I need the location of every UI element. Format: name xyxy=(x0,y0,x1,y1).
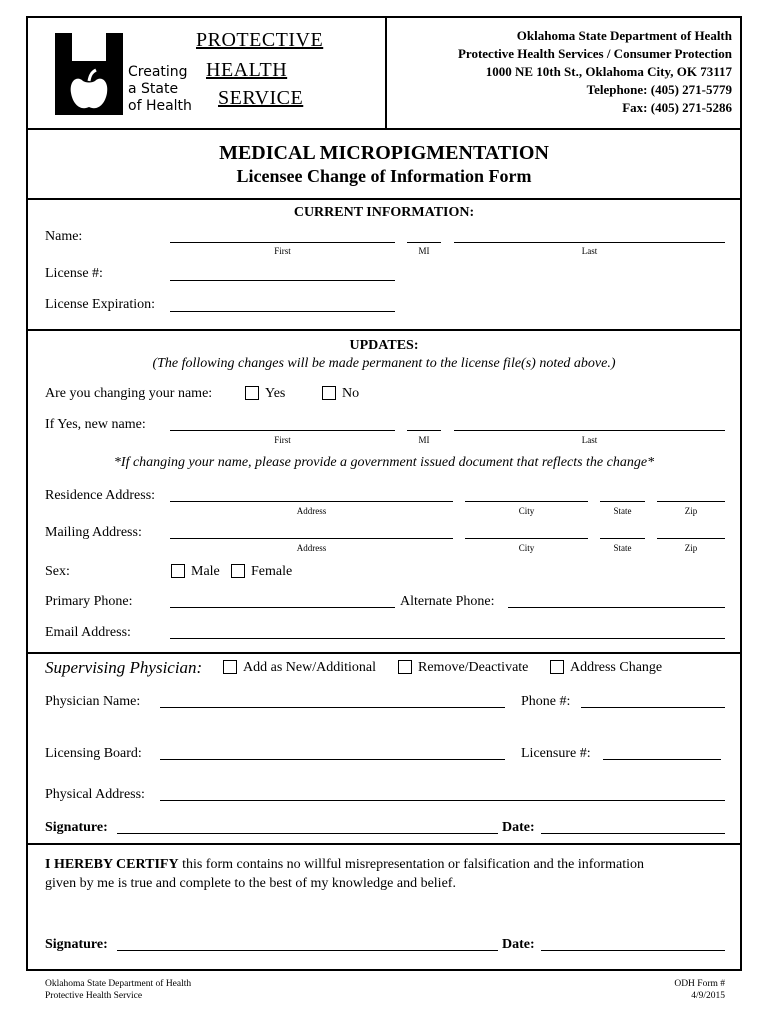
org-line-5: Fax: (405) 271-5286 xyxy=(622,100,732,115)
form-subtitle: Licensee Change of Information Form xyxy=(236,166,532,186)
title-box xyxy=(26,128,742,200)
residence-address-label: Residence Address: xyxy=(45,488,156,503)
physician-date-label: Date: xyxy=(502,820,535,835)
physical-address-field[interactable] xyxy=(160,800,725,801)
h-apple-icon xyxy=(55,33,123,115)
physician-signature-field[interactable] xyxy=(117,833,498,834)
residence-zip-caption: Zip xyxy=(684,506,698,516)
licensing-board-field[interactable] xyxy=(160,759,505,760)
mi-caption: MI xyxy=(418,246,430,256)
footer-left-line1: Oklahoma State Department of Health xyxy=(45,979,192,989)
male-checkbox[interactable] xyxy=(171,564,185,578)
license-number-field[interactable] xyxy=(170,280,395,281)
org-line-4: Telephone: (405) 271-5779 xyxy=(586,82,732,97)
footer-left xyxy=(45,978,191,1002)
residence-address-field[interactable] xyxy=(170,501,453,502)
updates-note: (The following changes will be made permanent to the license file(s) noted above.) xyxy=(152,356,616,371)
licensure-number-label: Licensure #: xyxy=(521,746,591,761)
physician-name-field[interactable] xyxy=(160,707,505,708)
org-info xyxy=(458,27,732,117)
logo-line-1: Creating xyxy=(128,64,188,80)
mailing-address-field[interactable] xyxy=(170,538,453,539)
physical-address-label: Physical Address: xyxy=(45,787,145,802)
new-last-name-field[interactable] xyxy=(454,430,725,431)
odh-logo xyxy=(55,33,123,115)
certify-signature-label: Signature: xyxy=(45,937,108,952)
new-last-caption: Last xyxy=(581,435,598,445)
physician-name-label: Physician Name: xyxy=(45,694,141,709)
mailing-address-label: Mailing Address: xyxy=(45,525,142,540)
mailing-address-caption: Address xyxy=(296,543,327,553)
residence-city-field[interactable] xyxy=(465,501,588,502)
alternate-phone-field[interactable] xyxy=(508,607,725,608)
new-name-label: If Yes, new name: xyxy=(45,417,146,432)
footer-right xyxy=(674,978,725,1002)
logo-tagline xyxy=(128,64,192,115)
document-note: *If changing your name, please provide a government issued document that reflects the change* xyxy=(113,455,655,470)
remove-physician-checkbox[interactable] xyxy=(398,660,412,674)
primary-phone-field[interactable] xyxy=(170,607,395,608)
first-caption: First xyxy=(274,246,291,256)
licensing-board-label: Licensing Board: xyxy=(45,746,142,761)
no-label: No xyxy=(342,386,360,401)
new-mi-caption: MI xyxy=(418,435,430,445)
physician-signature-label: Signature: xyxy=(45,820,108,835)
mailing-zip-caption: Zip xyxy=(684,543,698,553)
last-caption: Last xyxy=(581,246,598,256)
physician-date-field[interactable] xyxy=(541,833,725,834)
email-field[interactable] xyxy=(170,638,725,639)
email-label: Email Address: xyxy=(45,625,131,640)
form-title: MEDICAL MICROPIGMENTATION xyxy=(219,142,549,164)
logo-line-3: of Health xyxy=(128,98,192,114)
female-label: Female xyxy=(251,564,293,579)
physician-phone-label: Phone #: xyxy=(521,694,571,709)
org-line-2: Protective Health Services / Consumer Protection xyxy=(457,46,732,61)
add-physician-checkbox[interactable] xyxy=(223,660,237,674)
female-checkbox[interactable] xyxy=(231,564,245,578)
physician-heading: Supervising Physician: xyxy=(45,658,203,677)
yes-checkbox[interactable] xyxy=(245,386,259,400)
footer-right-line2: 4/9/2015 xyxy=(691,991,725,1001)
certify-date-field[interactable] xyxy=(541,950,725,951)
certify-text-line2: given by me is true and complete to the best of my knowledge and belief. xyxy=(45,876,456,891)
org-line-3: 1000 NE 10th St., Oklahoma City, OK 73117 xyxy=(485,64,732,79)
certify-statement xyxy=(45,855,725,893)
current-info-heading: CURRENT INFORMATION: xyxy=(293,205,475,220)
current-mi-field[interactable] xyxy=(407,242,441,243)
new-first-name-field[interactable] xyxy=(170,430,395,431)
footer-left-line2: Protective Health Service xyxy=(45,991,143,1001)
current-last-name-field[interactable] xyxy=(454,242,725,243)
new-first-caption: First xyxy=(274,435,291,445)
updates-heading: UPDATES: xyxy=(349,338,419,353)
footer-right-line1: ODH Form # xyxy=(674,979,725,989)
add-physician-label: Add as New/Additional xyxy=(243,660,376,675)
service-name-line2: HEALTH xyxy=(206,59,288,81)
service-name-line3: SERVICE xyxy=(218,87,304,109)
alternate-phone-label: Alternate Phone: xyxy=(400,594,495,609)
mailing-city-caption: City xyxy=(518,543,535,553)
org-line-1: Oklahoma State Department of Health xyxy=(516,28,732,43)
male-label: Male xyxy=(191,564,220,579)
changing-name-label: Are you changing your name: xyxy=(45,386,213,401)
service-name-line1: PROTECTIVE xyxy=(196,29,324,51)
residence-state-caption: State xyxy=(613,506,632,516)
residence-city-caption: City xyxy=(518,506,535,516)
current-first-name-field[interactable] xyxy=(170,242,395,243)
mailing-city-field[interactable] xyxy=(465,538,588,539)
yes-label: Yes xyxy=(265,386,286,401)
certify-signature-field[interactable] xyxy=(117,950,498,951)
mailing-zip-field[interactable] xyxy=(657,538,725,539)
certify-text-line1: this form contains no willful misrepresentation or falsification and the information xyxy=(178,857,644,872)
residence-address-caption: Address xyxy=(296,506,327,516)
license-expiration-label: License Expiration: xyxy=(45,297,156,312)
physician-phone-field[interactable] xyxy=(581,707,725,708)
license-expiration-field[interactable] xyxy=(170,311,395,312)
new-mi-field[interactable] xyxy=(407,430,441,431)
address-change-label: Address Change xyxy=(570,660,663,675)
mailing-state-caption: State xyxy=(613,543,632,553)
mailing-state-field[interactable] xyxy=(600,538,645,539)
remove-physician-label: Remove/Deactivate xyxy=(418,660,529,675)
certify-date-label: Date: xyxy=(502,937,535,952)
certify-lead: I HEREBY CERTIFY xyxy=(45,857,179,872)
no-checkbox[interactable] xyxy=(322,386,336,400)
primary-phone-label: Primary Phone: xyxy=(45,594,133,609)
name-label: Name: xyxy=(45,229,83,244)
residence-zip-field[interactable] xyxy=(657,501,725,502)
logo-line-2: a State xyxy=(128,81,179,97)
licensure-number-field[interactable] xyxy=(603,759,721,760)
residence-state-field[interactable] xyxy=(600,501,645,502)
sex-label: Sex: xyxy=(45,564,70,579)
address-change-checkbox[interactable] xyxy=(550,660,564,674)
license-label: License #: xyxy=(45,266,103,281)
